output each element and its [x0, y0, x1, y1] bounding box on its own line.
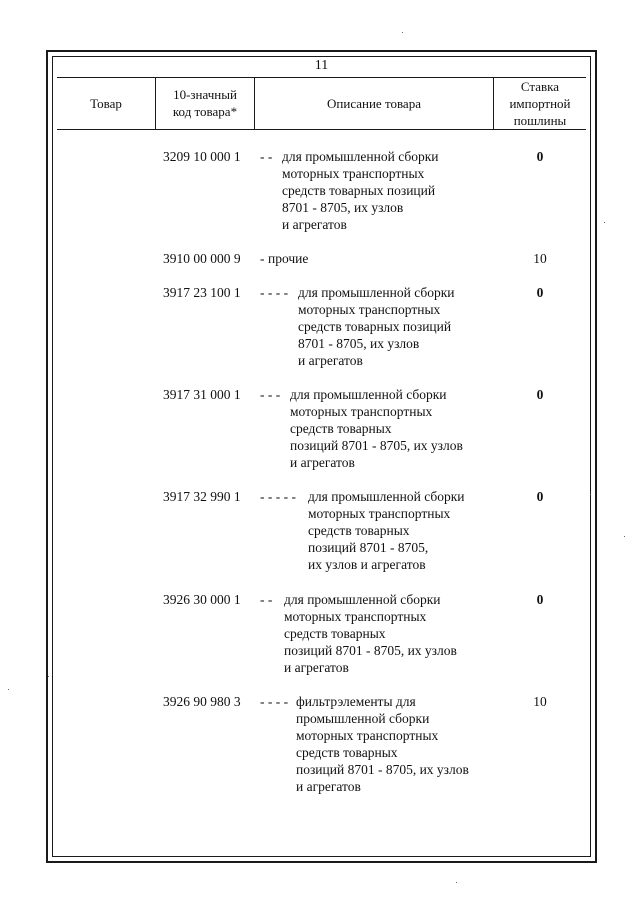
row-dash: - - [260, 149, 273, 164]
header-description [255, 95, 493, 112]
row-rate: 10 [533, 251, 547, 266]
row-rate: 0 [536, 285, 544, 300]
row-rate: 0 [536, 149, 544, 164]
row-dash: - - - - - [260, 489, 296, 504]
row-rate: 0 [536, 387, 544, 402]
header-rate [494, 78, 586, 129]
header-rate-line2: импортной [509, 96, 571, 111]
row-dash: - - - - [260, 694, 289, 709]
row-dash: - [260, 251, 265, 266]
scan-speck [590, 494, 591, 495]
scan-speck [402, 32, 403, 33]
header-bottom-rule [57, 129, 586, 130]
header-code-line1: 10-значный [173, 87, 237, 102]
scan-speck [604, 222, 605, 223]
header-code [156, 86, 254, 120]
row-description: для промышленной сборки моторных транспортных средств товарных позиций 8701 - 8705, их узлов и агрегатов [308, 489, 465, 572]
row-rate: 0 [536, 592, 544, 607]
row-description: фильтрэлементы для промышленной сборки моторных транспортных средств товарных позиций 8701 - 8705, их узлов и агрегатов [296, 694, 469, 794]
header-code-line2: код товара* [172, 104, 238, 119]
row-code: 3926 90 980 3 [163, 694, 241, 709]
row-description: прочие [268, 251, 309, 266]
header-rate-line1: Ставка [520, 79, 560, 94]
scan-speck [48, 676, 49, 677]
row-code: 3209 10 000 1 [163, 149, 241, 164]
header-product-label: Товар [90, 96, 122, 111]
header-product [57, 95, 155, 112]
row-code: 3917 23 100 1 [163, 285, 241, 300]
scan-speck [456, 882, 457, 883]
scan-speck [8, 689, 9, 690]
page-number: 11 [314, 58, 329, 73]
row-description: для промышленной сборки моторных транспортных средств товарных позиций 8701 - 8705, их узлов и агрегатов [284, 592, 457, 675]
row-description: для промышленной сборки моторных транспортных средств товарных позиций 8701 - 8705, их узлов и агрегатов [290, 387, 463, 470]
row-dash: - - [260, 592, 273, 607]
row-rate: 10 [533, 694, 547, 709]
row-rate: 0 [536, 489, 544, 504]
row-code: 3917 32 990 1 [163, 489, 241, 504]
row-code: 3910 00 000 9 [163, 251, 241, 266]
row-dash: - - - [260, 387, 281, 402]
row-description: для промышленной сборки моторных транспортных средств товарных позиций 8701 - 8705, их узлов и агрегатов [298, 285, 455, 368]
scan-speck [624, 536, 625, 537]
row-dash: - - - - [260, 285, 289, 300]
row-code: 3917 31 000 1 [163, 387, 241, 402]
row-code: 3926 30 000 1 [163, 592, 241, 607]
header-rate-line3: пошлины [513, 113, 567, 128]
row-description: для промышленной сборки моторных транспортных средств товарных позиций 8701 - 8705, их узлов и агрегатов [282, 149, 439, 232]
header-description-label: Описание товара [327, 96, 421, 111]
